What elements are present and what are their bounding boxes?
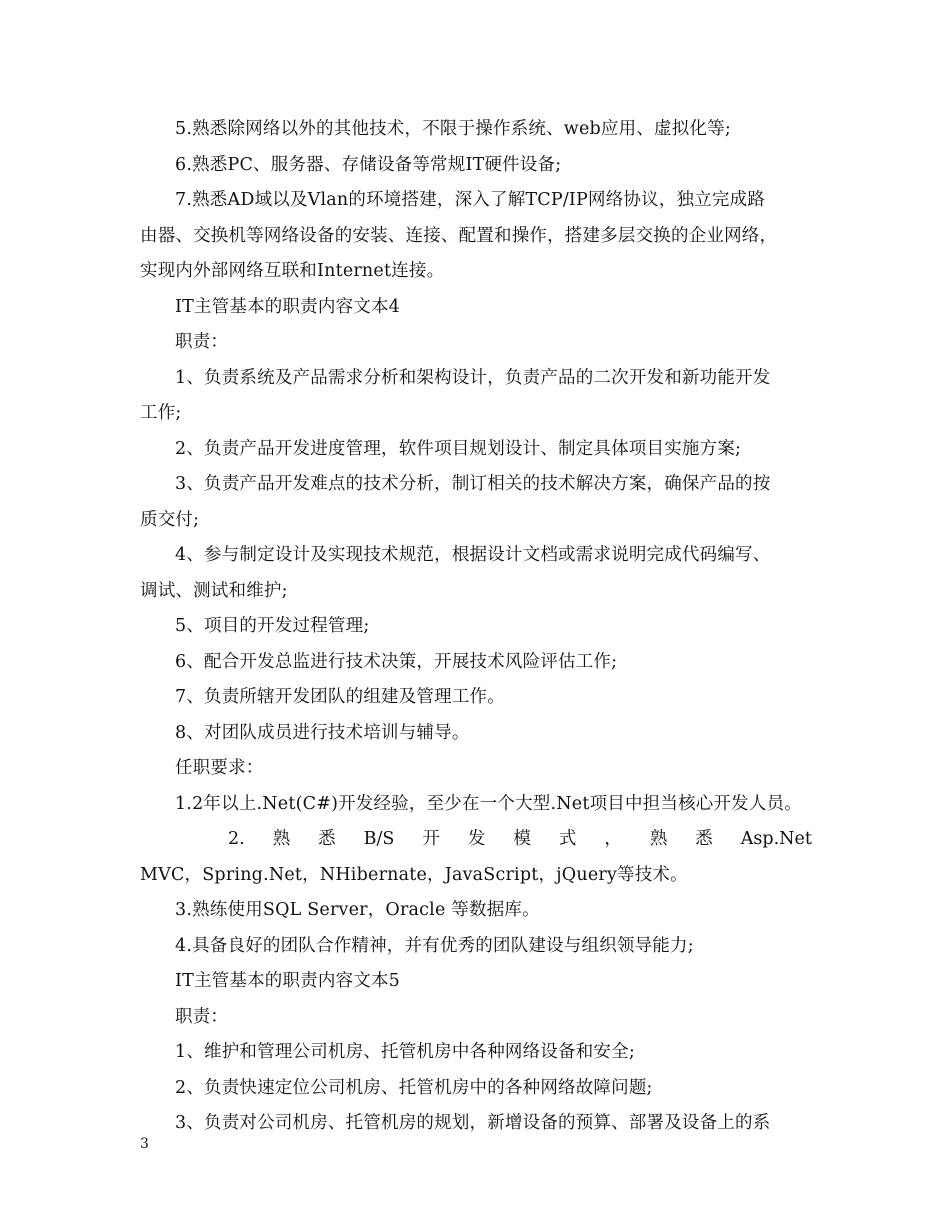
justified-word: 悉 [695, 829, 713, 849]
paragraph: 4、参与制定设计及实现技术规范，根据设计文档或需求说明完成代码编写、 [175, 545, 771, 565]
paragraph: 5.熟悉除网络以外的其他技术，不限于操作系统、web应用、虚拟化等; [175, 119, 731, 139]
section-heading: IT主管基本的职责内容文本4 [175, 296, 401, 317]
paragraph: 3、负责对公司机房、托管机房的规划，新增设备的预算、部署及设备上的系 [175, 1113, 771, 1133]
paragraph: 6.熟悉PC、服务器、存储设备等常规IT硬件设备; [175, 154, 562, 175]
justified-word: 发 [467, 829, 486, 849]
document-body [140, 112, 812, 1142]
paragraph-continuation: MVC，Spring.Net，NHibernate，JavaScript，jQuery等技术。 [140, 864, 688, 885]
justified-word: 熟 [649, 829, 668, 849]
paragraph-continuation: 由器、交换机等网络设备的安装、连接、配置和操作，搭建多层交换的企业网络， [140, 225, 778, 246]
paragraph: 7.熟悉AD域以及Vlan的环境搭建，深入了解TCP/IP网络协议，独立完成路 [175, 190, 766, 210]
page-number: 3 [140, 1136, 149, 1152]
paragraph: 2、负责快速定位公司机房、托管机房中的各种网络故障问题; [175, 1077, 653, 1098]
subheading: 职责： [175, 332, 229, 352]
justified-word: B/S [363, 829, 395, 849]
justified-word: 2. [228, 829, 245, 849]
paragraph: 3.熟练使用SQL Server，Oracle 等数据库。 [175, 900, 540, 920]
paragraph: 5、项目的开发过程管理; [175, 616, 370, 636]
paragraph: 6、配合开发总监进行技术决策，开展技术风险评估工作; [175, 651, 618, 672]
paragraph: 1.2年以上.Net(C#)开发经验，至少在一个大型.Net项目中担当核心开发人员。 [175, 793, 802, 814]
justified-word: 模 [513, 829, 531, 849]
paragraph-continuation: 调试、测试和维护; [140, 580, 288, 601]
paragraph: 7、负责所辖开发团队的组建及管理工作。 [175, 687, 505, 707]
paragraph: 2、负责产品开发进度管理，软件项目规划设计、制定具体项目实施方案; [175, 438, 742, 459]
subheading: 任职要求： [175, 758, 264, 778]
justified-word: 开 [422, 829, 440, 849]
justified-word: 式 [558, 829, 577, 849]
justified-word: 悉 [318, 829, 336, 849]
paragraph-continuation: 质交付; [140, 509, 200, 530]
subheading: 职责： [175, 1006, 229, 1027]
section-heading: IT主管基本的职责内容文本5 [175, 971, 401, 991]
justified-word: Asp.Net [740, 829, 812, 849]
justified-paragraph-line [140, 822, 812, 858]
justified-word: ， [604, 829, 622, 849]
justified-word: 熟 [272, 829, 291, 849]
paragraph: 8、对团队成员进行技术培训与辅导。 [175, 722, 470, 743]
paragraph: 3、负责产品开发难点的技术分析，制订相关的技术解决方案，确保产品的按 [175, 474, 771, 494]
paragraph-continuation: 工作; [140, 403, 182, 423]
paragraph: 1、负责系统及产品需求分析和架构设计，负责产品的二次开发和新功能开发 [175, 367, 771, 388]
paragraph: 4.具备良好的团队合作精神，并有优秀的团队建设与组织领导能力; [175, 935, 694, 956]
paragraph: 1、维护和管理公司机房、托管机房中各种网络设备和安全; [175, 1042, 635, 1062]
paragraph-continuation: 实现内外部网络互联和Internet连接。 [140, 261, 445, 281]
